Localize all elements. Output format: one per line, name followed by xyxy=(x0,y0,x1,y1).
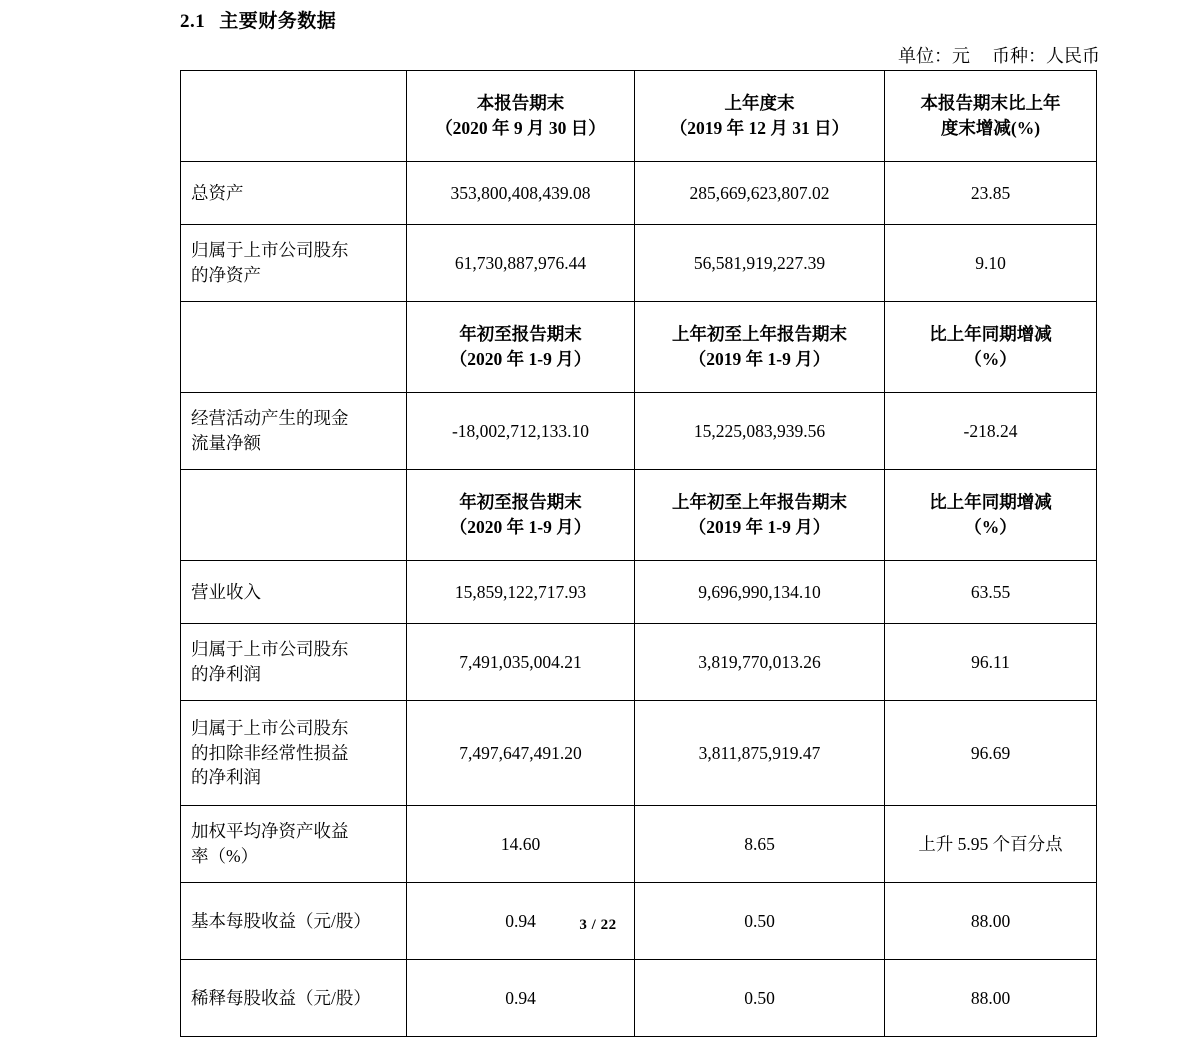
row-value-1: 61,730,887,976.44 xyxy=(407,225,635,302)
unit-note xyxy=(898,42,1100,68)
header3-col2-line1: 上年初至上年报告期末 xyxy=(672,492,847,513)
table-header-row-2 xyxy=(181,302,1097,393)
currency-label: 币种：人民币 xyxy=(992,46,1100,66)
row-label-line1: 稀释每股收益（元/股） xyxy=(191,987,371,1008)
row-label-line3: 的净利润 xyxy=(191,767,261,788)
row-label-line1: 加权平均净资产收益 xyxy=(191,821,349,842)
header2-col3-line1: 比上年同期增减 xyxy=(929,324,1052,345)
row-label xyxy=(181,393,407,470)
table-header-row-1 xyxy=(181,71,1097,162)
row-value-3: -218.24 xyxy=(885,393,1097,470)
table-row xyxy=(181,701,1097,806)
row-label-line2: 的扣除非经常性损益 xyxy=(191,742,349,763)
table-header-row-3 xyxy=(181,470,1097,561)
header2-col1-line2: （2020 年 1-9 月） xyxy=(449,349,592,369)
row-value-2: 0.50 xyxy=(635,960,885,1037)
row-label xyxy=(181,806,407,883)
header2-col1 xyxy=(407,302,635,393)
row-label-line1: 经营活动产生的现金 xyxy=(191,408,349,429)
row-value-3: 9.10 xyxy=(885,225,1097,302)
row-label xyxy=(181,561,407,624)
header2-col0 xyxy=(181,302,407,393)
row-value-1: 353,800,408,439.08 xyxy=(407,162,635,225)
header3-col3-line1: 比上年同期增减 xyxy=(929,492,1052,513)
row-label xyxy=(181,162,407,225)
row-value-2: 15,225,083,939.56 xyxy=(635,393,885,470)
row-label xyxy=(181,701,407,806)
table-row xyxy=(181,806,1097,883)
row-value-2: 3,819,770,013.26 xyxy=(635,624,885,701)
row-label-line2: 的净资产 xyxy=(191,265,261,285)
row-label xyxy=(181,960,407,1037)
header3-col1-line1: 年初至报告期末 xyxy=(459,492,582,513)
row-value-2: 0.50 xyxy=(635,883,885,960)
row-value-1: 0.94 xyxy=(407,960,635,1037)
header1-col2-line2: （2019 年 12 月 31 日） xyxy=(669,118,850,138)
row-value-3: 96.69 xyxy=(885,701,1097,806)
header1-col2-line1: 上年度末 xyxy=(724,93,795,114)
row-label-line1: 总资产 xyxy=(191,182,244,203)
header3-col3 xyxy=(885,470,1097,561)
row-value-1: 15,859,122,717.93 xyxy=(407,561,635,624)
row-label xyxy=(181,225,407,302)
row-label-line1: 归属于上市公司股东 xyxy=(191,639,349,660)
header3-col1 xyxy=(407,470,635,561)
table-row xyxy=(181,225,1097,302)
header2-col1-line1: 年初至报告期末 xyxy=(459,324,582,345)
row-value-1: -18,002,712,133.10 xyxy=(407,393,635,470)
row-value-2: 56,581,919,227.39 xyxy=(635,225,885,302)
header1-col3-line2: 度末增减(%) xyxy=(940,118,1041,138)
table-row xyxy=(181,624,1097,701)
page-footer: 3 / 22 xyxy=(579,917,617,933)
row-value-3: 96.11 xyxy=(885,624,1097,701)
header1-col1-line2: （2020 年 9 月 30 日） xyxy=(435,118,606,138)
row-value-1: 14.60 xyxy=(407,806,635,883)
row-label xyxy=(181,624,407,701)
row-value-3: 23.85 xyxy=(885,162,1097,225)
header1-col3-line1: 本报告期末比上年 xyxy=(920,93,1061,114)
header2-col2 xyxy=(635,302,885,393)
header2-col3-line2: （%） xyxy=(964,349,1017,369)
header3-col0 xyxy=(181,470,407,561)
row-value-2: 285,669,623,807.02 xyxy=(635,162,885,225)
table-row xyxy=(181,162,1097,225)
section-number: 2.1 xyxy=(180,11,206,32)
header3-col1-line2: （2020 年 1-9 月） xyxy=(449,517,592,537)
section-heading-text: 主要财务数据 xyxy=(219,11,337,32)
header2-col2-line1: 上年初至上年报告期末 xyxy=(672,324,847,345)
row-value-3: 88.00 xyxy=(885,960,1097,1037)
row-value-1: 0.94 xyxy=(407,883,635,960)
row-label-line1: 归属于上市公司股东 xyxy=(191,240,349,261)
row-label-line1: 营业收入 xyxy=(191,581,261,602)
header2-col3 xyxy=(885,302,1097,393)
row-value-2: 9,696,990,134.10 xyxy=(635,561,885,624)
financial-data-table xyxy=(180,70,1097,1037)
row-value-3: 上升 5.95 个百分点 xyxy=(885,806,1097,883)
row-value-1: 7,497,647,491.20 xyxy=(407,701,635,806)
row-label-line2: 的净利润 xyxy=(191,664,261,684)
header1-col2 xyxy=(635,71,885,162)
row-label-line1: 归属于上市公司股东 xyxy=(191,717,349,738)
header3-col2 xyxy=(635,470,885,561)
row-label-line2: 率（%） xyxy=(191,846,259,866)
table-row xyxy=(181,960,1097,1037)
unit-label: 单位：元 xyxy=(898,46,970,66)
row-value-3: 88.00 xyxy=(885,883,1097,960)
row-value-2: 8.65 xyxy=(635,806,885,883)
header2-col2-line2: （2019 年 1-9 月） xyxy=(688,349,831,369)
page-title xyxy=(180,6,336,33)
header1-col0 xyxy=(181,71,407,162)
row-value-1: 7,491,035,004.21 xyxy=(407,624,635,701)
header3-col2-line2: （2019 年 1-9 月） xyxy=(688,517,831,537)
header1-col1-line1: 本报告期末 xyxy=(476,93,565,114)
table-row xyxy=(181,561,1097,624)
row-label-line1: 基本每股收益（元/股） xyxy=(191,910,371,931)
row-value-3: 63.55 xyxy=(885,561,1097,624)
header1-col3 xyxy=(885,71,1097,162)
row-label-line2: 流量净额 xyxy=(191,433,261,453)
row-value-2: 3,811,875,919.47 xyxy=(635,701,885,806)
header3-col3-line2: （%） xyxy=(964,517,1017,537)
table-row xyxy=(181,393,1097,470)
header1-col1 xyxy=(407,71,635,162)
